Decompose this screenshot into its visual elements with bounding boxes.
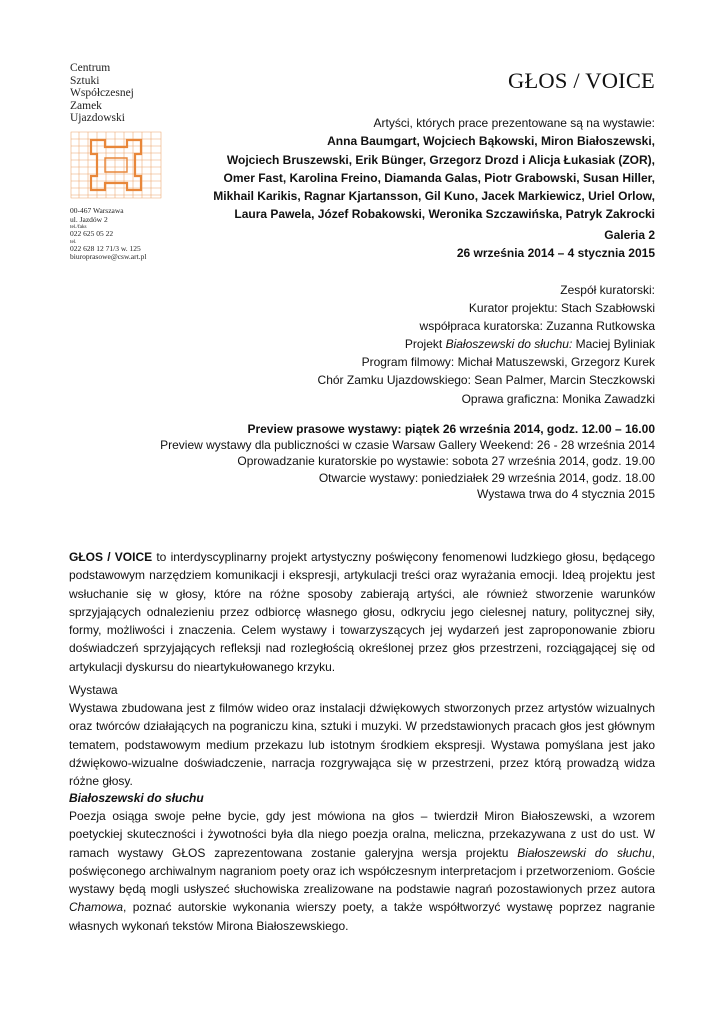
opening: Otwarcie wystawy: poniedziałek 29 września 2014, godz. 18.00 [318,470,655,485]
team-project [318,335,655,353]
artists-intro: Artyści, których prace prezentowane są na wystawie: [373,116,655,130]
address-street: ul. Jazdów 2 [70,214,108,224]
tel-fax-label: tel./faks [70,224,87,231]
project-title: Białoszewski do słuchu: [445,337,573,352]
artists-line: Anna Baumgart, Wojciech Bąkowski, Miron Białoszewski, [327,134,655,149]
public-preview: Preview wystawy dla publiczności w czasie Warsaw Gallery Weekend: 26 - 28 września 2014 [160,438,655,453]
artists-line: Wojciech Bruszewski, Erik Bünger, Grzegorz Drozd i Alicja Łukasiak (ZOR), [226,152,655,167]
schedule-block [160,421,655,502]
castle-outline [91,140,141,190]
team-choir: Chór Zamku Ujazdowskiego: Sean Palmer, Marcin Steczkowski [317,373,655,388]
intro-bold: GŁOS / VOICE [69,550,153,564]
intro-text: to interdyscyplinarny projekt artystyczny poświęcony fenomenowi ludzkiego głosu, będącego podstawowym narzędziem komunikacji i ekspresji, artykulacji treści oraz wyrażania emocji. Ideą projektu jest wsłuchanie się w głosy, które na różne sposoby zabierają artyści, ale również stworzenie warunków sprzyjających odnalezieniu przez odbiorcę własnego głosu, odkryciu jego cielesnej natury, politycznej siły, formy, możliwości i znaczenia. Celem wystawy i towarzyszących jej wydarzeń jest zaproponowanie zbioru doświadczeń sprzyjających refleksji nad rozległością określonej przez głos przestrzeni, rozciągającej się od artykulacji dyskursu do nieartykułowanego krzyku. [69,550,655,674]
address-city: 00-467 Warszawa [70,206,124,215]
institution-line: Ujazdowski [70,112,125,125]
curator-tour: Oprowadzanie kuratorskie po wystawie: sobota 27 września 2014, godz. 19.00 [237,454,655,469]
artists-line: Laura Pawela, Józef Robakowski, Weronika Szczawińska, Patryk Zakrocki [234,207,655,222]
artists-line: Omer Fast, Karolina Freino, Diamanda Galas, Piotr Grabowski, Susan Hiller, [223,170,655,185]
venue-block [457,226,655,262]
press-preview: Preview prasowe wystawy: piątek 26 września 2014, godz. 12.00 – 16.00 [247,422,655,436]
tel-label: tel. [70,238,77,245]
bialoszewski-title: Białoszewski do słuchu [517,845,652,860]
exhibition-heading: Wystawa [69,683,118,697]
email[interactable]: biuroprasowe@csw.art.pl [70,252,147,262]
intro-paragraph [69,548,655,676]
project-person: Maciej Byliniak [572,337,655,352]
institution-line: Współczesnej [70,87,134,100]
bialoszewski-heading: Białoszewski do słuchu [69,791,204,805]
institution-line: Sztuki [70,74,100,87]
team-graphics: Oprawa graficzna: Monika Zawadzki [461,391,655,406]
bialoszewski-text-2: , poświęconego archiwalnym nagraniom poety oraz ich współczesnym interpretacjom i przetworzeniom. Goście wystawy będą mogli usłyszeć słuchowiska zrealizowane na podstawie nagrań pozostawionych przez autora [69,845,655,897]
tel: 022 628 12 71/3 w. 125 [70,243,141,253]
chamowa-title: Chamowa [69,900,124,915]
team-curator: Kurator projektu: Stach Szabłowski [468,301,655,316]
page-title: GŁOS / VOICE [508,68,655,93]
curatorial-team [318,281,655,408]
bialoszewski-text-3: , poznać autorskie wykonania wierszy poety, a także współtworzyć wystawę poprzez nagranie własnych wykonań tekstów Mirona Białoszewskiego. [69,900,655,933]
exhibition-until: Wystawa trwa do 4 stycznia 2015 [477,486,655,501]
bialoszewski-paragraph [69,807,655,935]
artists-block [213,114,655,224]
institution-address [70,207,146,262]
castle-logo [69,130,163,200]
project-label: Projekt [404,337,446,352]
team-heading: Zespół kuratorski: [560,283,655,297]
bialoszewski-text-1: Poezja osiąga swoje pełne bycie, gdy jest mówiona na głos – twierdził Miron Białoszewski, a wzorem poetyckiej skuteczności i żywotności była dla niego poezja oralna, meliczna, przekazywana z ust do ust. W ramach wystawy GŁOS zaprezentowana zostanie galeryjna wersja projektu [69,809,655,860]
institution-name [70,62,134,125]
gallery-name: Galeria 2 [604,228,655,242]
institution-line: Centrum [70,62,111,74]
exhibition-paragraph [69,699,655,790]
institution-line: Zamek [70,99,102,112]
artists-line: Mikhail Karikis, Ragnar Kjartansson, Gil Kuno, Jacek Markiewicz, Uriel Orlow, [213,189,655,204]
team-cocurator: współpraca kuratorska: Zuzanna Rutkowska [419,319,655,334]
tel-fax: 022 625 05 22 [70,229,114,239]
team-film: Program filmowy: Michał Matuszewski, Grzegorz Kurek [361,355,655,370]
exhibition-dates: 26 września 2014 – 4 stycznia 2015 [456,246,655,260]
exhibition-text: Wystawa zbudowana jest z filmów wideo oraz instalacji dźwiękowych stworzonych przez artystów wizualnych oraz twórców działających na pograniczu kina, sztuki i muzyki. W przedstawionych pracach głos jest głównym tematem, podstawowym medium przekazu lub istotnym środkiem ekspresji. Wystawa pomyślana jest jako dźwiękowo-wizualne doświadczenie, narracja rozgrywająca się w przestrzeni, przez którą prowadzą widza różne głosy. [69,701,655,789]
